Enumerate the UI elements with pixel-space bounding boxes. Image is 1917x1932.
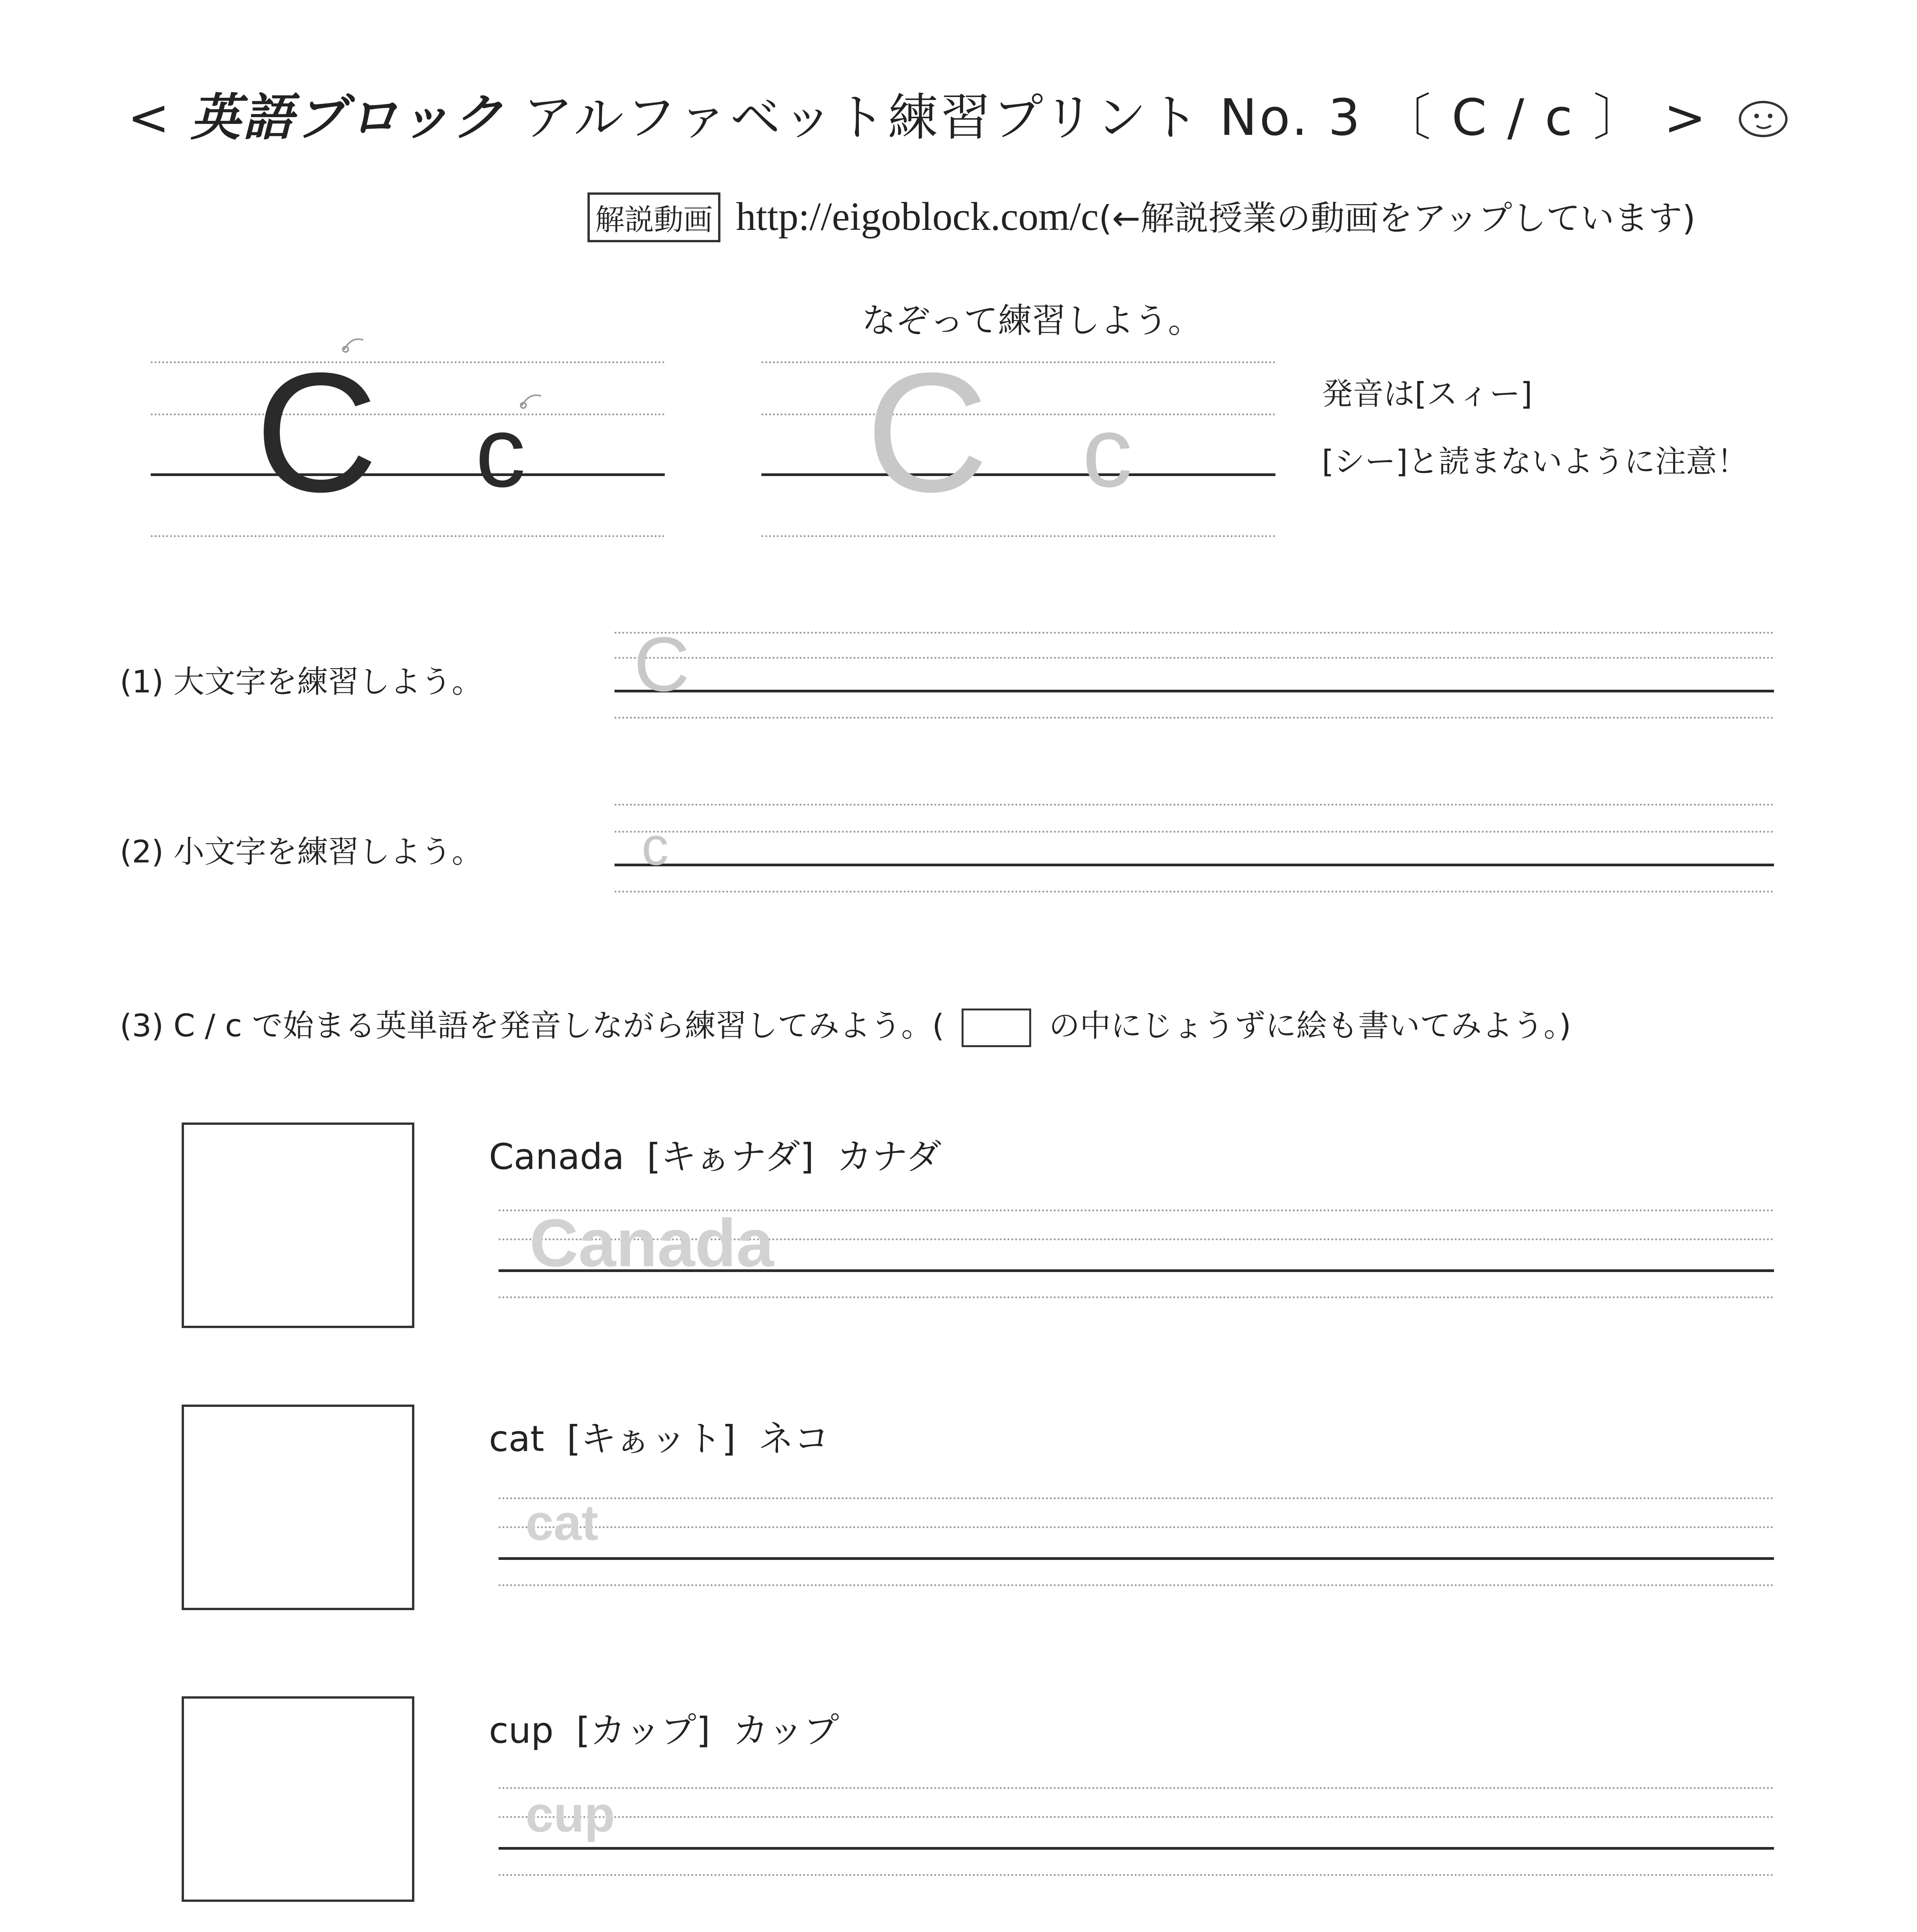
mascot-face-icon <box>1735 97 1793 139</box>
word-reading: [キぁット] <box>567 1418 736 1459</box>
exercise-2-label: (2) 小文字を練習しよう。 <box>120 834 483 870</box>
word-meaning: カナダ <box>836 1136 941 1177</box>
word-meaning: ネコ <box>758 1418 830 1459</box>
drawing-box[interactable] <box>182 1122 414 1328</box>
video-badge: 解説動画 <box>587 192 720 242</box>
video-note: (←解説授業の動画をアップしています) <box>1098 198 1696 238</box>
word-entry-label <box>489 1702 839 1753</box>
word-reading: [キぁナダ] <box>647 1136 814 1177</box>
word-meaning: カップ <box>733 1710 839 1751</box>
word-entry-label <box>489 1128 941 1179</box>
tracing-intro: なぞって練習しよう。 <box>862 301 1202 340</box>
drawing-box[interactable] <box>182 1696 414 1902</box>
pronunciation-line-1: 発音は[スィー] <box>1322 376 1532 412</box>
title-open-bracket: < <box>128 88 172 147</box>
word-entry-label <box>489 1410 829 1461</box>
trace-lowercase-c: c <box>1082 396 1132 508</box>
word-english: cup <box>489 1710 554 1751</box>
exercise-3-label-end: の中にじょうずに絵も書いてみよう。) <box>1049 1008 1571 1044</box>
exercise-2-trace-letter: c <box>642 816 669 876</box>
exercise-3-label <box>120 1001 1571 1047</box>
title-close-bracket: > <box>1664 88 1709 147</box>
trace-word: cup <box>526 1786 615 1842</box>
trace-uppercase-c: C <box>866 338 989 527</box>
model-lowercase-c: c <box>475 396 526 508</box>
exercise-1-trace-letter: C <box>634 621 690 707</box>
pronunciation-line-2: [シー]と読まないように注意！ <box>1322 444 1748 480</box>
title-text: アルファベット練習プリント No. 3 〔 C / c 〕 <box>523 88 1646 147</box>
page-title <box>128 77 1708 150</box>
video-url-link[interactable]: http://eigoblock.com/c <box>736 194 1099 239</box>
stroke-start-arrow-icon <box>340 332 371 355</box>
stroke-start-arrow-icon <box>518 388 549 412</box>
model-uppercase-c: C <box>255 338 378 527</box>
word-english: cat <box>489 1418 545 1459</box>
word-english: Canada <box>489 1136 625 1177</box>
explanation-row <box>587 191 1696 242</box>
exercise-1-label: (1) 大文字を練習しよう。 <box>120 664 483 700</box>
drawing-box-sample <box>962 1009 1031 1047</box>
exercise-3-label-start: (3) C / c で始まる英単語を発音しながら練習してみよう。( <box>120 1008 945 1044</box>
trace-word: cat <box>526 1494 598 1551</box>
brand-logo: 英語ブロック <box>190 88 505 147</box>
drawing-box[interactable] <box>182 1405 414 1610</box>
word-reading: [カップ] <box>576 1710 710 1751</box>
trace-word: Canada <box>529 1206 774 1281</box>
